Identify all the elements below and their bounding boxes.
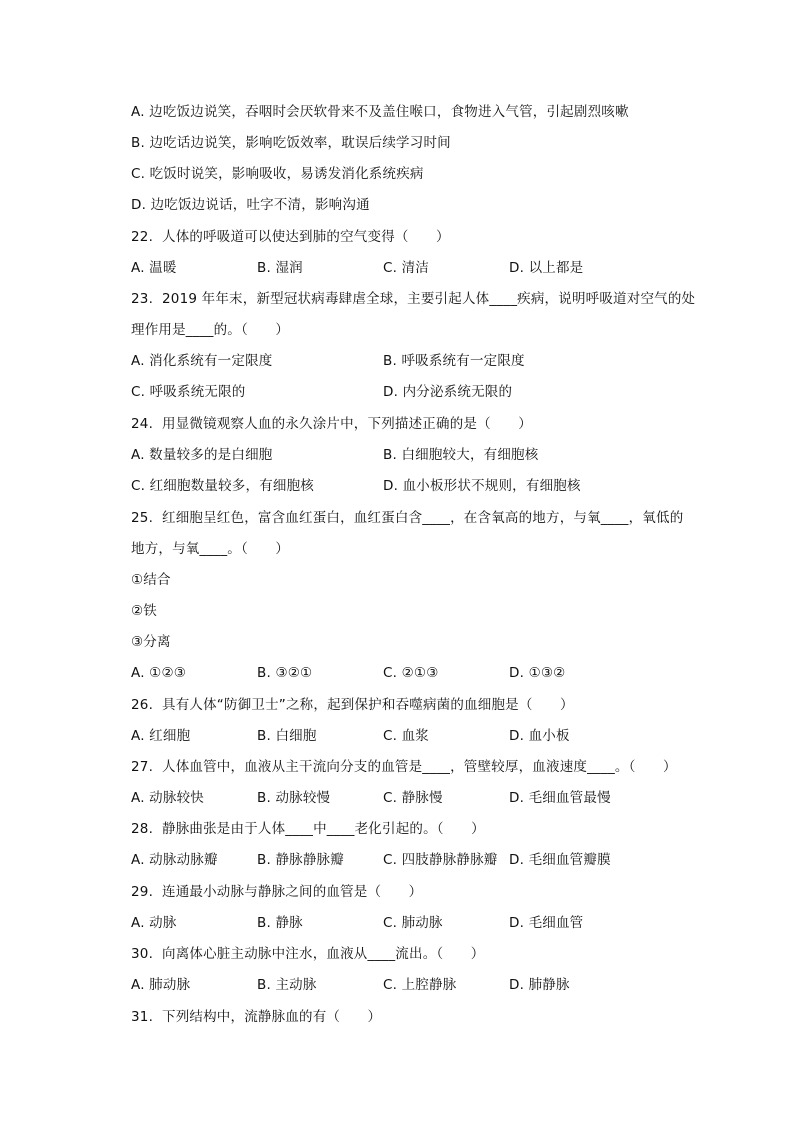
question-text: 用显微镜观察人血的永久涂片中，下列描述正确的是（ ） [162,416,532,432]
q23-option-b[interactable]: B. 呼吸系统有一定限度 [383,353,525,369]
q29-stem [131,882,731,902]
q28-stem [131,819,731,839]
q22-option-c[interactable]: C. 清洁 [383,260,430,276]
q26-stem [131,695,731,715]
q30-stem [131,944,731,964]
q25-stem [131,508,731,528]
question-text: 静脉曲张是由于人体____中____老化引起的。（ ） [162,821,485,837]
q25-option-d[interactable]: D. ①③② [509,665,566,681]
q24-option-b[interactable]: B. 白细胞较大，有细胞核 [383,447,539,463]
question-number: 31. [131,1009,154,1025]
question-number: 25. [131,510,154,526]
question-text: 红细胞呈红色，富含血红蛋白，血红蛋白含____，在含氧高的地方，与氧____，氧低的 [162,510,684,526]
q29-option-c[interactable]: C. 肺动脉 [383,915,443,931]
question-text: 2019 年年末，新型冠状病毒肆虐全球，主要引起人体____疾病，说明呼吸道对空气的处 [162,291,696,307]
q26-option-b[interactable]: B. 白细胞 [257,728,317,744]
question-number: 26. [131,697,154,713]
q22-option-b[interactable]: B. 湿润 [257,260,303,276]
q27-option-a[interactable]: A. 动脉较快 [131,790,204,806]
q27-option-b[interactable]: B. 动脉较慢 [257,790,331,806]
question-number: 27. [131,759,154,775]
q23-option-d[interactable]: D. 内分泌系统无限的 [383,384,513,400]
q29-option-d[interactable]: D. 毛细血管 [509,915,584,931]
q26-option-c[interactable]: C. 血浆 [383,728,430,744]
q27-option-d[interactable]: D. 毛细血管最慢 [509,790,611,806]
q27-option-c[interactable]: C. 静脉慢 [383,790,443,806]
question-number: 23. [131,291,154,307]
q21-option-a[interactable]: A. 边吃饭边说笑，吞咽时会厌软骨来不及盖住喉口，食物进入气管，引起剧烈咳嗽 [131,104,629,120]
q23-option-c[interactable]: C. 呼吸系统无限的 [131,384,246,400]
q30-option-d[interactable]: D. 肺静脉 [509,977,570,993]
q28-option-b[interactable]: B. 静脉静脉瓣 [257,852,344,868]
question-text: 向离体心脏主动脉中注水，血液从____流出。（ ） [162,946,485,962]
q22-option-d[interactable]: D. 以上都是 [509,260,584,276]
q23-stem-continued: 理作用是____的。（ ） [131,322,290,338]
q24-option-a[interactable]: A. 数量较多的是白细胞 [131,447,273,463]
q26-option-d[interactable]: D. 血小板 [509,728,570,744]
q26-option-a[interactable]: A. 红细胞 [131,728,191,744]
q22-stem [131,227,731,247]
q25-item-1: ①结合 [131,572,171,588]
q21-option-d[interactable]: D. 边吃饭边说话，吐字不清，影响沟通 [131,197,370,213]
q28-option-a[interactable]: A. 动脉动脉瓣 [131,852,218,868]
q21-option-c[interactable]: C. 吃饭时说笑，影响吸收，易诱发消化系统疾病 [131,166,424,182]
question-text: 下列结构中，流静脉血的有（ ） [162,1009,382,1025]
q23-stem [131,289,731,309]
question-number: 29. [131,884,154,900]
q25-item-3: ③分离 [131,634,171,650]
q30-option-c[interactable]: C. 上腔静脉 [383,977,457,993]
q21-option-b[interactable]: B. 边吃话边说笑，影响吃饭效率，耽误后续学习时间 [131,135,451,151]
question-text: 具有人体“防御卫士”之称，起到保护和吞噬病菌的血细胞是（ ） [162,697,574,713]
q24-option-d[interactable]: D. 血小板形状不规则，有细胞核 [383,478,581,494]
question-number: 28. [131,821,154,837]
q27-stem [131,757,731,777]
question-number: 30. [131,946,154,962]
q28-option-d[interactable]: D. 毛细血管瓣膜 [509,852,611,868]
q25-option-a[interactable]: A. ①②③ [131,665,187,681]
q25-stem-continued: 地方，与氧____。（ ） [131,541,290,557]
q29-option-b[interactable]: B. 静脉 [257,915,303,931]
q28-option-c[interactable]: C. 四肢静脉静脉瓣 [383,852,498,868]
question-text: 连通最小动脉与静脉之间的血管是（ ） [162,884,423,900]
q25-option-c[interactable]: C. ②①③ [383,665,439,681]
q31-stem [131,1007,731,1027]
q22-option-a[interactable]: A. 温暖 [131,260,177,276]
question-text: 人体血管中，血液从主干流向分支的血管是____，管壁较厚，血液速度____。（ ） [162,759,677,775]
q29-option-a[interactable]: A. 动脉 [131,915,177,931]
q24-option-c[interactable]: C. 红细胞数量较多，有细胞核 [131,478,315,494]
q30-option-b[interactable]: B. 主动脉 [257,977,317,993]
q25-option-b[interactable]: B. ③②① [257,665,313,681]
question-number: 22. [131,229,154,245]
question-number: 24. [131,416,154,432]
q30-option-a[interactable]: A. 肺动脉 [131,977,191,993]
q23-option-a[interactable]: A. 消化系统有一定限度 [131,353,273,369]
question-text: 人体的呼吸道可以使达到肺的空气变得（ ） [162,229,450,245]
q24-stem [131,414,731,434]
q25-item-2: ②铁 [131,603,158,619]
